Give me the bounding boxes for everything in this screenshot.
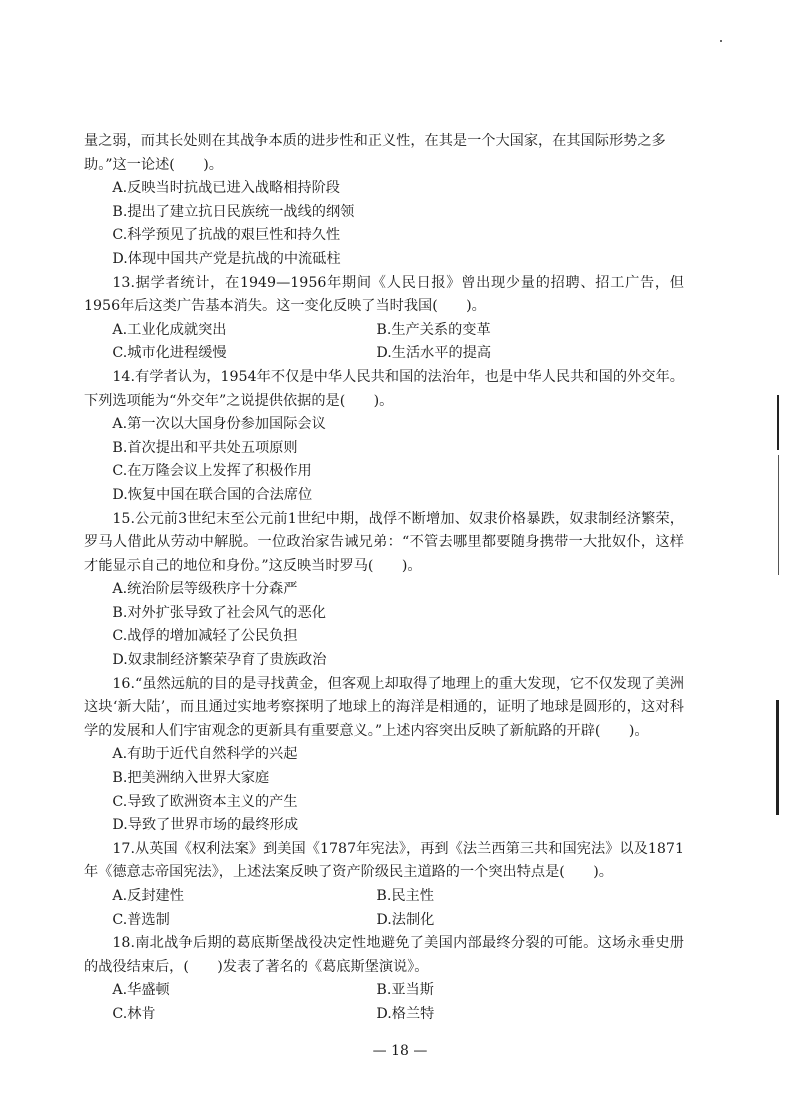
option-a: A.统治阶层等级秩序十分森严 (112, 581, 298, 598)
option-c: C.林肯 (112, 1005, 156, 1022)
question-stem: 14.有学者认为，1954年不仅是中华人民共和国的法治年，也是中华人民共和国的外交年。下列选项能为“外交年”之说提供依据的是( )。 (84, 368, 684, 409)
option-a: A.反映当时抗战已进入战略相持阶段 (112, 180, 340, 197)
option-c: C.在万隆会议上发挥了积极作用 (112, 463, 312, 480)
option-b: B.首次提出和平共处五项原则 (112, 439, 298, 456)
question-stem: 13.据学者统计，在1949—1956年期间《人民日报》曾出现少量的招聘、招工广告，但1956年后这类广告基本消失。这一变化反映了当时我国( )。 (84, 274, 684, 315)
option-d: D.体现中国共产党是抗战的中流砥柱 (112, 250, 341, 267)
option-b: B.生产关系的变革 (376, 321, 491, 338)
option-c: C.战俘的增加减轻了公民负担 (112, 628, 298, 645)
scan-edge-mark (776, 700, 779, 815)
option-d: D.导致了世界市场的最终形成 (112, 817, 299, 834)
question-16 (84, 673, 684, 838)
option-row (84, 319, 684, 343)
scan-edge-mark (777, 395, 779, 450)
option-b: B.把美洲纳入世界大家庭 (112, 770, 270, 787)
question-stem: 17.从英国《权利法案》到美国《1787年宪法》，再到《法兰西第三共和国宪法》以及1871年《德意志帝国宪法》，上述法案反映了资产阶级民主道路的一个突出特点是( )。 (84, 840, 684, 881)
question-15 (84, 508, 684, 673)
option-row (84, 1003, 684, 1027)
option-c: C.导致了欧洲资本主义的产生 (112, 793, 298, 810)
option-b: B.对外扩张导致了社会风气的恶化 (112, 604, 326, 621)
question-12-continued (84, 130, 684, 272)
scan-edge-mark (778, 455, 779, 575)
question-17 (84, 838, 684, 932)
question-13 (84, 272, 684, 366)
option-row (84, 979, 684, 1003)
scan-dot (720, 40, 722, 42)
option-a: A.第一次以大国身份参加国际会议 (112, 416, 326, 433)
question-stem: 15.公元前3世纪末至公元前1世纪中期，战俘不断增加、奴隶价格暴跌，奴隶制经济繁荣，罗马人借此从劳动中解脱。一位政治家告诫兄弟：“不管去哪里都要随身携带一大批奴仆，这样才能显示自己的地位和身份。”这反映当时罗马( )。 (84, 510, 684, 574)
question-18 (84, 932, 684, 1026)
option-a: A.有助于近代自然科学的兴起 (112, 746, 298, 763)
exam-page-content (84, 130, 684, 1027)
option-d: D.恢复中国在联合国的合法席位 (112, 486, 313, 503)
option-c: C.科学预见了抗战的艰巨性和持久性 (112, 227, 341, 244)
option-b: B.民主性 (376, 888, 434, 904)
option-b: B.提出了建立抗日民族统一战线的纲领 (112, 203, 355, 220)
option-d: D.奴隶制经济繁荣孕育了贵族政治 (112, 652, 327, 669)
question-stem: 18.南北战争后期的葛底斯堡战役决定性地避免了美国内部最终分裂的可能。这场永垂史册的战役结束后，( )发表了著名的《葛底斯堡演说》。 (84, 935, 684, 975)
question-stem: 助。”这一论述( )。 (84, 156, 223, 173)
question-14 (84, 366, 684, 508)
option-a: A.反封建性 (112, 888, 184, 904)
option-row (84, 909, 684, 933)
option-a: A.华盛顿 (112, 982, 170, 999)
option-c: C.普选制 (112, 911, 170, 928)
option-b: B.亚当斯 (376, 982, 434, 999)
option-row (84, 885, 684, 909)
page-number: — 18 — (372, 1043, 428, 1059)
option-a: A.工业化成就突出 (112, 321, 227, 338)
option-row (84, 342, 684, 366)
question-stem: 量之弱，而其长处则在其战争本质的进步性和正义性，在其是一个大国家，在其国际形势之多 (84, 133, 666, 149)
question-stem: 16.“虽然远航的目的是寻找黄金，但客观上却取得了地理上的重大发现，它不仅发现了美洲这块‘新大陆’，而且通过实地考察探明了地球上的海洋是相通的，证明了地球是圆形的，这对科学的发展和人们宇宙观念的更新具有重要意义。”上述内容突出反映了新航路的开辟( )。 (84, 675, 684, 739)
option-c: C.城市化进程缓慢 (112, 345, 227, 362)
option-d: D.法制化 (376, 911, 435, 928)
option-d: D.生活水平的提高 (376, 345, 492, 362)
option-d: D.格兰特 (376, 1005, 435, 1022)
